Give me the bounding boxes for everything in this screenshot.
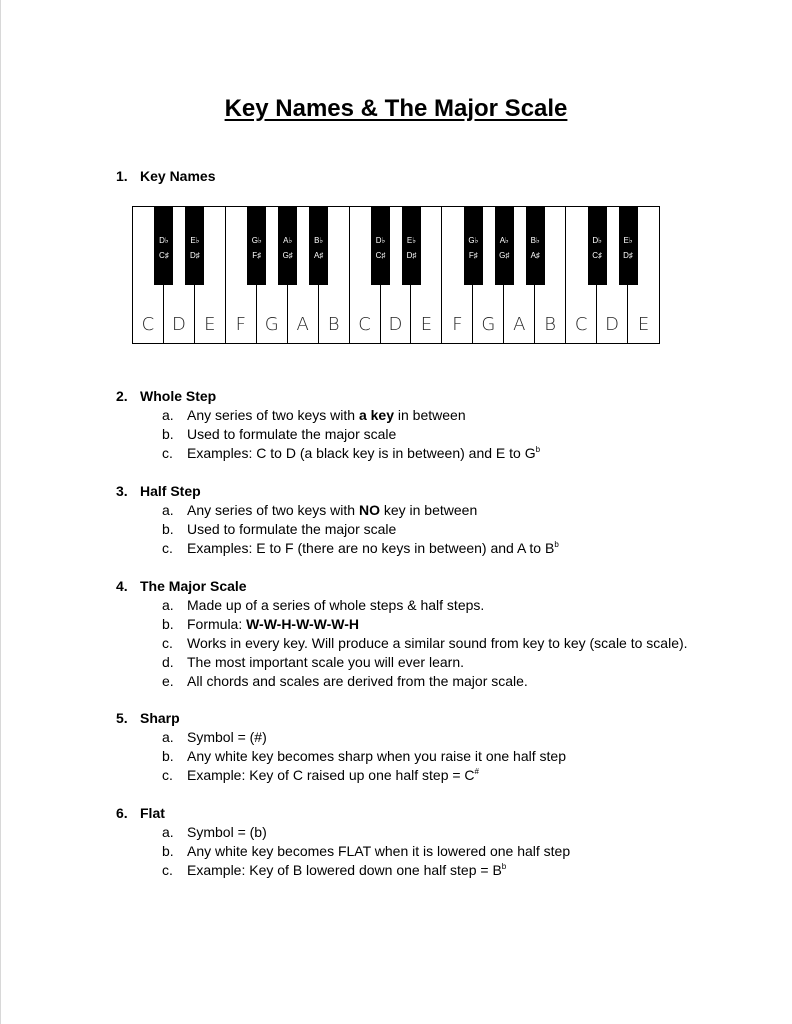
white-key-label: E bbox=[420, 314, 433, 335]
black-key-sharp-label: A♯ bbox=[530, 251, 540, 260]
black-key-flat-label: E♭ bbox=[190, 236, 200, 245]
list-item-letter: b. bbox=[162, 426, 174, 442]
black-key-sharp-label: F♯ bbox=[468, 251, 478, 260]
list-item bbox=[162, 444, 756, 463]
list-item bbox=[162, 653, 756, 672]
text-run: Symbol = (#) bbox=[187, 729, 267, 745]
sub-item-list bbox=[116, 728, 756, 785]
sub-item-list bbox=[116, 596, 756, 691]
list-item bbox=[162, 425, 756, 444]
section-sharp bbox=[116, 709, 756, 785]
black-key-sharp-label: G♯ bbox=[499, 251, 510, 260]
section-heading bbox=[116, 804, 756, 823]
section-heading bbox=[116, 387, 756, 406]
list-item-text bbox=[187, 766, 479, 785]
list-item-text bbox=[187, 842, 570, 861]
white-key-label: D bbox=[388, 314, 403, 335]
black-key-flat-label: A♭ bbox=[499, 236, 509, 245]
list-item-text bbox=[187, 653, 464, 672]
bold-text: a key bbox=[358, 407, 394, 423]
superscript: # bbox=[474, 767, 479, 776]
page-edge bbox=[0, 0, 1, 1024]
text-run: Examples: E to F (there are no keys in between) and A to B bbox=[187, 540, 555, 556]
list-item-letter: b. bbox=[162, 616, 174, 632]
white-key-label: A bbox=[513, 314, 526, 335]
black-key-sharp-label: F♯ bbox=[252, 251, 262, 260]
list-item-letter: c. bbox=[162, 540, 173, 556]
section-heading-text: Sharp bbox=[140, 710, 180, 726]
section-number: 6. bbox=[116, 805, 128, 821]
section-heading bbox=[116, 482, 756, 501]
superscript: b bbox=[535, 445, 541, 454]
list-item-text bbox=[187, 501, 477, 520]
list-item-letter: a. bbox=[162, 502, 174, 518]
black-key bbox=[309, 207, 328, 285]
list-item-letter: c. bbox=[162, 635, 173, 651]
section-heading-text: Key Names bbox=[140, 168, 216, 184]
list-item-letter: b. bbox=[162, 748, 174, 764]
list-item-letter: b. bbox=[162, 521, 174, 537]
white-key-label: D bbox=[605, 314, 620, 335]
text-run: Any white key becomes sharp when you raise it one half step bbox=[187, 748, 566, 764]
black-key bbox=[154, 207, 173, 285]
section-heading bbox=[116, 709, 756, 728]
text-run: Any white key becomes FLAT when it is lowered one half step bbox=[187, 843, 571, 859]
list-item bbox=[162, 539, 756, 558]
list-item-letter: d. bbox=[162, 654, 174, 670]
black-key-flat-label: D♭ bbox=[592, 236, 602, 245]
section-number: 1. bbox=[116, 168, 128, 184]
text-run: in between bbox=[394, 407, 466, 423]
list-item-text bbox=[187, 406, 466, 425]
list-item bbox=[162, 634, 756, 653]
section-heading-text: Whole Step bbox=[140, 388, 217, 404]
list-item-text bbox=[187, 596, 484, 615]
text-run: The most important scale you will ever learn. bbox=[187, 654, 464, 670]
white-key-label: A bbox=[296, 314, 309, 335]
list-item-text bbox=[187, 615, 359, 634]
black-key-flat-label: E♭ bbox=[406, 236, 417, 245]
section-number: 4. bbox=[116, 578, 128, 594]
piano-keyboard-diagram bbox=[132, 206, 660, 344]
white-key-label: G bbox=[264, 314, 279, 335]
list-item-letter: c. bbox=[162, 767, 173, 783]
list-item bbox=[162, 861, 756, 880]
list-item-letter: a. bbox=[162, 824, 174, 840]
section-flat bbox=[116, 804, 756, 880]
list-item bbox=[162, 406, 756, 425]
white-key-label: B bbox=[544, 314, 557, 335]
list-item bbox=[162, 823, 756, 842]
white-key-label: C bbox=[141, 314, 155, 335]
list-item-letter: c. bbox=[162, 445, 173, 461]
section-heading bbox=[116, 167, 756, 186]
sub-item-list bbox=[116, 501, 756, 558]
black-key bbox=[619, 207, 638, 285]
black-key-sharp-label: C♯ bbox=[592, 251, 602, 260]
white-key-label: F bbox=[452, 314, 463, 335]
text-run: Example: Key of B lowered down one half step = B bbox=[187, 862, 502, 878]
section-half-step bbox=[116, 482, 756, 558]
list-item-text bbox=[187, 634, 688, 653]
black-key-flat-label: G♭ bbox=[251, 236, 262, 245]
text-run: Examples: C to D (a black key is in between) and E to G bbox=[187, 445, 536, 461]
black-key bbox=[278, 207, 297, 285]
black-key bbox=[247, 207, 266, 285]
black-key bbox=[402, 207, 421, 285]
superscript: b bbox=[554, 540, 559, 549]
section-heading-text: The Major Scale bbox=[140, 578, 247, 594]
list-item-text bbox=[187, 425, 396, 444]
white-key-label: C bbox=[574, 314, 588, 335]
bold-text: NO bbox=[358, 502, 380, 518]
section-key-names bbox=[116, 167, 756, 186]
section-number: 3. bbox=[116, 483, 128, 499]
text-run: Works in every key. Will produce a similar sound from key to key (scale to scale). bbox=[187, 635, 688, 651]
text-run: Used to formulate the major scale bbox=[187, 521, 397, 537]
black-key-flat-label: G♭ bbox=[468, 236, 479, 245]
white-key-label: E bbox=[204, 314, 216, 335]
list-item-text bbox=[187, 728, 267, 747]
black-key-flat-label: E♭ bbox=[623, 236, 633, 245]
list-item-text bbox=[187, 672, 528, 691]
black-key-sharp-label: C♯ bbox=[375, 251, 386, 260]
text-run: key in between bbox=[379, 502, 478, 518]
black-key-sharp-label: C♯ bbox=[159, 251, 169, 260]
list-item bbox=[162, 766, 756, 785]
text-run: Example: Key of C raised up one half step = C bbox=[187, 767, 475, 783]
white-key-label: B bbox=[327, 314, 340, 335]
text-run: Any series of two keys with bbox=[187, 407, 359, 423]
list-item bbox=[162, 615, 756, 634]
list-item bbox=[162, 672, 756, 691]
black-key bbox=[588, 207, 607, 285]
list-item bbox=[162, 596, 756, 615]
list-item bbox=[162, 728, 756, 747]
section-number: 2. bbox=[116, 388, 128, 404]
list-item-letter: b. bbox=[162, 843, 174, 859]
section-number: 5. bbox=[116, 710, 128, 726]
list-item bbox=[162, 842, 756, 861]
list-item-text bbox=[187, 444, 540, 463]
black-key bbox=[371, 207, 390, 285]
page-title: Key Names & The Major Scale bbox=[224, 95, 568, 122]
list-item-letter: e. bbox=[162, 673, 174, 689]
list-item-letter: a. bbox=[162, 729, 174, 745]
section-heading bbox=[116, 577, 756, 596]
black-key bbox=[495, 207, 514, 285]
section-heading-text: Half Step bbox=[140, 483, 201, 499]
black-key-sharp-label: D♯ bbox=[189, 251, 200, 260]
text-run: Symbol = (b) bbox=[187, 824, 267, 840]
black-key bbox=[185, 207, 204, 285]
list-item-text bbox=[187, 861, 506, 880]
text-run: Any series of two keys with bbox=[187, 502, 359, 518]
black-key-flat-label: B♭ bbox=[530, 236, 540, 245]
white-key-label: F bbox=[235, 314, 246, 335]
black-key-flat-label: A♭ bbox=[283, 236, 293, 245]
list-item-letter: a. bbox=[162, 407, 174, 423]
list-item-letter: a. bbox=[162, 597, 174, 613]
black-key-sharp-label: G♯ bbox=[282, 251, 293, 260]
black-key-flat-label: D♭ bbox=[159, 236, 169, 245]
text-run: Made up of a series of whole steps & half steps. bbox=[187, 597, 485, 613]
text-run: All chords and scales are derived from the major scale. bbox=[187, 673, 528, 689]
black-key-flat-label: B♭ bbox=[314, 236, 324, 245]
list-item bbox=[162, 747, 756, 766]
list-item bbox=[162, 501, 756, 520]
list-item-text bbox=[187, 520, 396, 539]
white-key-label: E bbox=[637, 314, 650, 335]
black-key-sharp-label: A♯ bbox=[313, 251, 324, 260]
list-item-text bbox=[187, 539, 559, 558]
text-run: Used to formulate the major scale bbox=[187, 426, 397, 442]
superscript: b bbox=[501, 862, 507, 871]
sub-item-list bbox=[116, 406, 756, 463]
section-heading-text: Flat bbox=[140, 805, 165, 821]
black-key bbox=[464, 207, 483, 285]
white-key-label: C bbox=[358, 314, 371, 335]
black-key-sharp-label: D♯ bbox=[623, 251, 633, 260]
black-key-flat-label: D♭ bbox=[375, 236, 386, 245]
sub-item-list bbox=[116, 823, 756, 880]
list-item-text bbox=[187, 823, 267, 842]
black-key bbox=[526, 207, 545, 285]
list-item bbox=[162, 520, 756, 539]
white-key-label: D bbox=[171, 314, 186, 335]
list-item-text bbox=[187, 747, 566, 766]
section-whole-step bbox=[116, 387, 756, 463]
list-item-letter: c. bbox=[162, 862, 173, 878]
white-key-label: G bbox=[481, 314, 496, 335]
text-run: Formula: bbox=[187, 616, 247, 632]
section-major-scale bbox=[116, 577, 756, 691]
black-key-sharp-label: D♯ bbox=[406, 251, 417, 260]
bold-text: W-W-H-W-W-W-H bbox=[246, 616, 359, 632]
